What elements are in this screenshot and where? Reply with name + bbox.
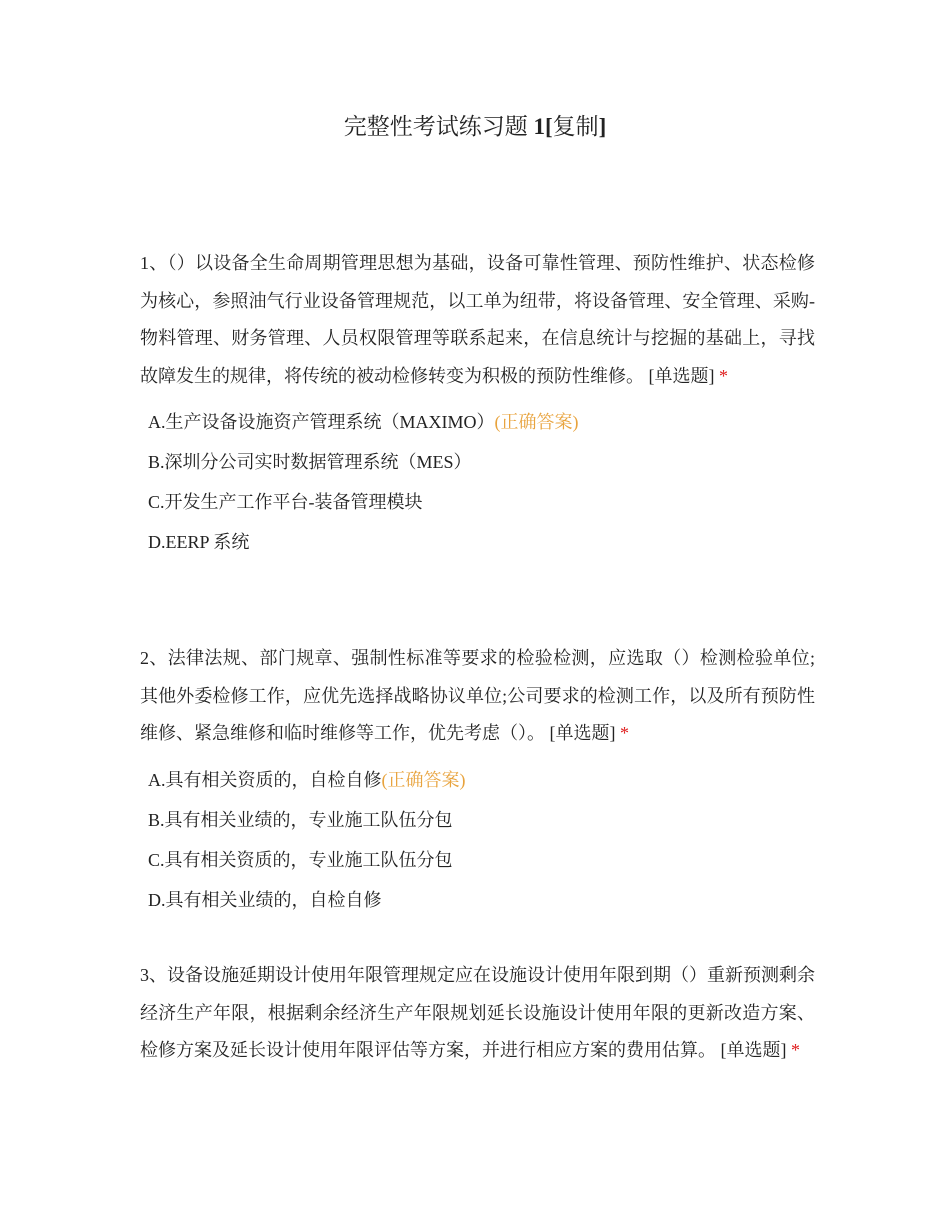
option-a[interactable] [140,760,815,800]
option-label: C.开发生产工作平台-装备管理模块 [148,492,423,512]
question-text [140,640,815,753]
question-text [140,245,815,395]
correct-answer-tag: (正确答案) [494,412,579,432]
option-d[interactable] [140,522,815,562]
question-type: [单选题] [648,365,715,386]
option-a[interactable] [140,402,815,442]
option-b[interactable] [140,800,815,840]
option-label: C.具有相关资质的，专业施工队伍分包 [148,849,453,870]
question-type: [单选题] [720,1040,787,1060]
option-list [140,402,815,562]
option-label: D.具有相关业绩的，自检自修 [148,889,382,910]
option-c[interactable] [140,482,815,522]
option-label: D.EERP 系统 [148,532,250,552]
option-label: A.具有相关资质的，自检自修 [148,769,382,790]
question-1 [140,245,815,562]
required-mark: * [620,723,629,743]
page-title [0,112,950,142]
option-b[interactable] [140,442,815,482]
question-2 [140,640,815,920]
option-label: B.深圳分公司实时数据管理系统（MES） [148,452,472,472]
title-close-bracket: ] [598,114,607,139]
title-copy-tag: 复制 [552,114,599,139]
question-stem: 3、设备设施延期设计使用年限管理规定应在设施设计使用年限到期（）重新预测剩余经济生产年限，根据剩余经济生产年限规划延长设施设计使用年限的更新改造方案、检修方案及延长设计使用年限评估等方案，并进行相应方案的费用估算。 [140,965,815,1060]
title-main: 完整性考试练习题 [343,114,534,139]
option-c[interactable] [140,840,815,880]
title-number: 1[ [533,114,553,139]
question-stem: 1、（）以设备全生命周期管理思想为基础，设备可靠性管理、预防性维护、状态检修为核心，参照油气行业设备管理规范，以工单为纽带，将设备管理、安全管理、采购-物料管理、财务管理、人员权限管理等联系起来，在信息统计与挖掘的基础上，寻找故障发生的规律，将传统的被动检修转变为积极的预防性维修。 [140,253,815,386]
option-label: A.生产设备设施资产管理系统（MAXIMO） [148,412,495,432]
option-label: B.具有相关业绩的，专业施工队伍分包 [148,809,453,830]
required-mark: * [791,1040,800,1060]
required-mark: * [719,365,728,386]
correct-answer-tag: (正确答案) [381,769,466,790]
question-3 [140,957,815,1070]
question-stem: 2、法律法规、部门规章、强制性标准等要求的检验检测，应选取（）检测检验单位;其他外委检修工作，应优先选择战略协议单位;公司要求的检测工作，以及所有预防性维修、紧急维修和临时维修等工作，优先考虑（）。 [140,648,815,743]
option-list [140,760,815,920]
option-d[interactable] [140,880,815,920]
question-type: [单选题] [549,723,616,743]
question-text [140,957,815,1070]
